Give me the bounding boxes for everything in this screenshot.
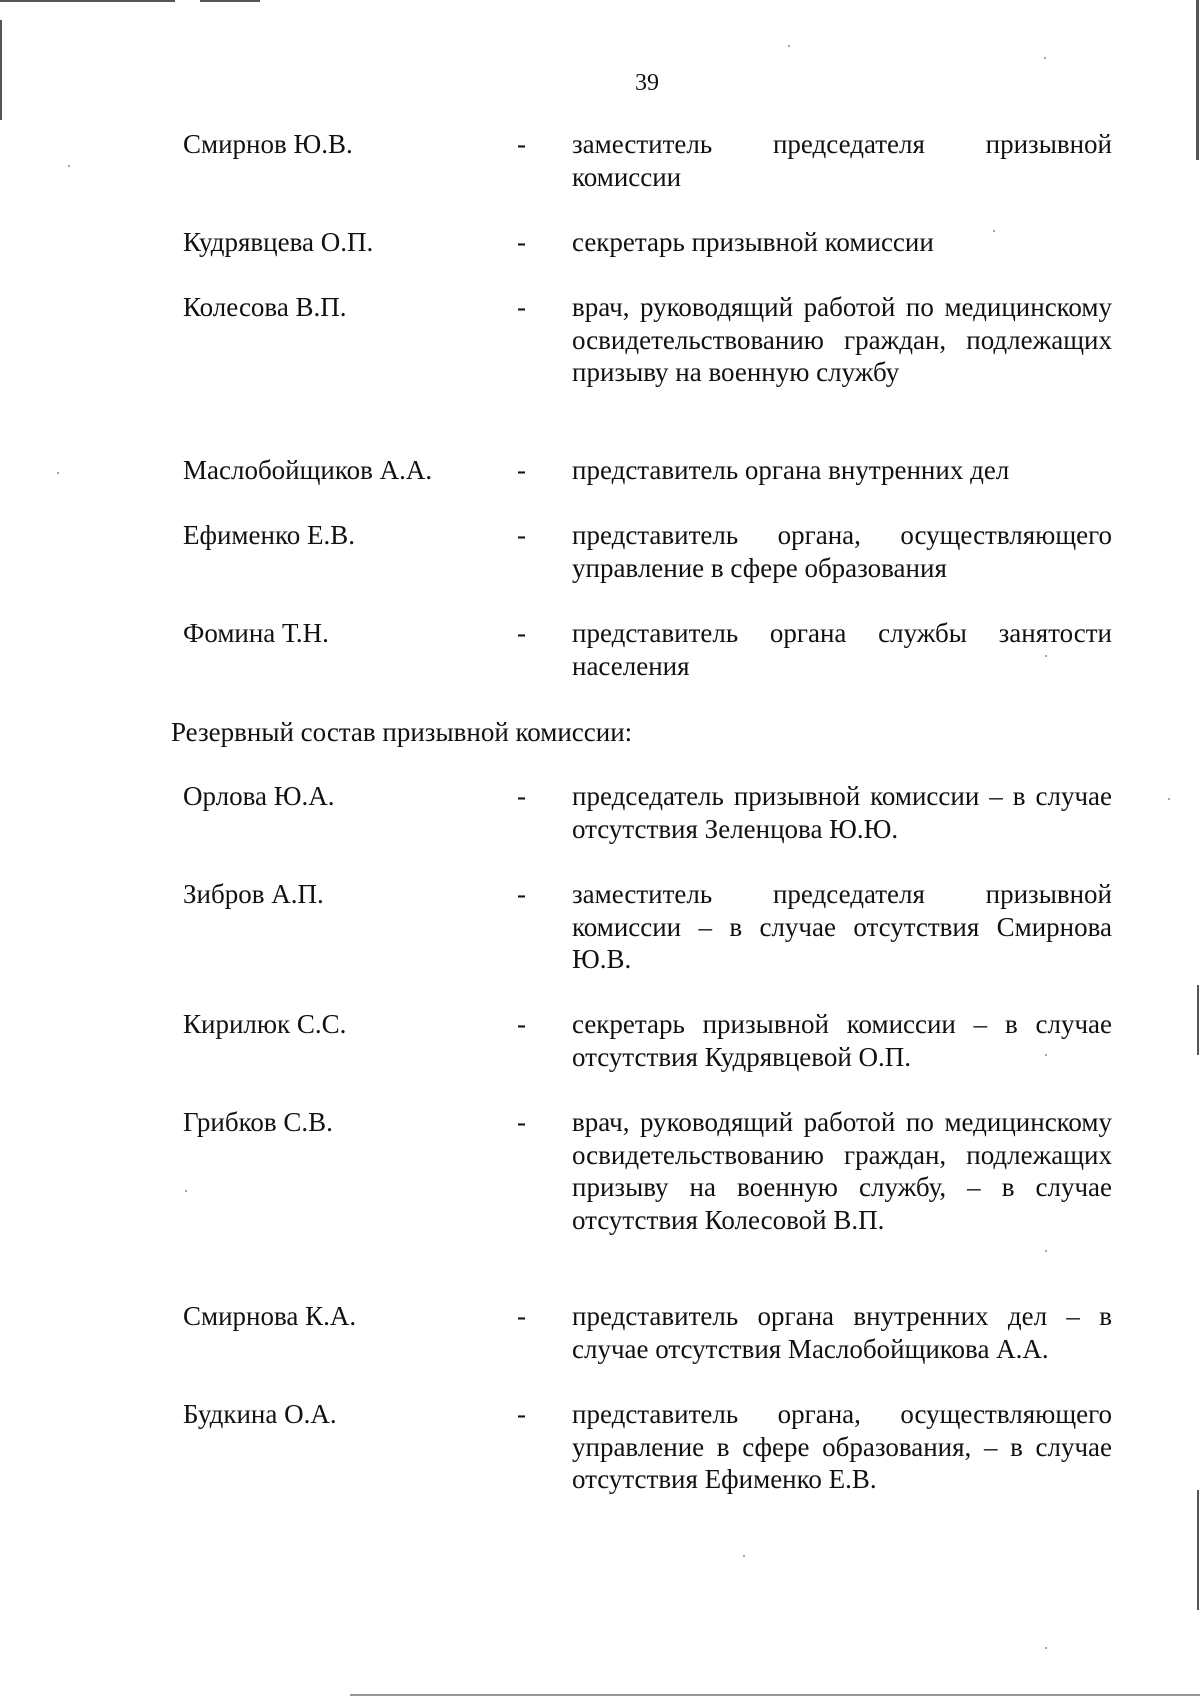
member-role: заместитель председателя призывной комиссии bbox=[572, 129, 1112, 192]
member-dash: - bbox=[517, 129, 526, 159]
member-role: секретарь призывной комиссии bbox=[572, 227, 934, 257]
member-role: представитель органа внутренних дел – в случае отсутствия Маслобойщикова А.А. bbox=[572, 1301, 1112, 1364]
scan-speck bbox=[68, 165, 70, 167]
scan-speck bbox=[1045, 1250, 1047, 1252]
scan-speck bbox=[743, 1555, 745, 1557]
member-role: представитель органа службы занятости населения bbox=[572, 618, 1112, 681]
member-role: представитель органа, осуществляющего управление в сфере образования, – в случае отсутствия Ефименко Е.В. bbox=[572, 1399, 1112, 1494]
member-name: Кудрявцева О.П. bbox=[183, 227, 374, 257]
member-dash: - bbox=[517, 1009, 526, 1039]
member-role: председатель призывной комиссии – в случае отсутствия Зеленцова Ю.Ю. bbox=[572, 781, 1112, 844]
member-role: представитель органа, осуществляющего управление в сфере образования bbox=[572, 520, 1112, 583]
member-dash: - bbox=[517, 781, 526, 811]
scan-speck bbox=[1168, 798, 1170, 800]
member-name: Будкина О.А. bbox=[183, 1399, 337, 1429]
member-name: Смирнов Ю.В. bbox=[183, 129, 353, 159]
scan-speck bbox=[1045, 1647, 1047, 1649]
member-name: Зибров А.П. bbox=[183, 879, 324, 909]
member-role: секретарь призывной комиссии – в случае отсутствия Кудрявцевой О.П. bbox=[572, 1009, 1112, 1072]
page-number: 39 bbox=[635, 70, 659, 96]
member-name: Фомина Т.Н. bbox=[183, 618, 329, 648]
scan-edge-left bbox=[0, 20, 2, 120]
member-dash: - bbox=[517, 879, 526, 909]
member-role: врач, руководящий работой по медицинскому освидетельствованию граждан, подлежащих призыву на военную службу bbox=[572, 292, 1112, 387]
scan-edge-top-short bbox=[200, 0, 260, 2]
member-dash: - bbox=[517, 1399, 526, 1429]
reserve-heading: Резервный состав призывной комиссии: bbox=[171, 717, 633, 747]
member-name: Маслобойщиков А.А. bbox=[183, 455, 433, 485]
member-dash: - bbox=[517, 455, 526, 485]
member-dash: - bbox=[517, 1301, 526, 1331]
member-role: заместитель председателя призывной комиссии – в случае отсутствия Смирнова Ю.В. bbox=[572, 879, 1112, 974]
scan-speck bbox=[185, 1190, 187, 1192]
member-name: Грибков С.В. bbox=[183, 1107, 333, 1137]
scan-edge-right-mid bbox=[1197, 985, 1199, 1055]
member-name: Кирилюк С.С. bbox=[183, 1009, 347, 1039]
scan-speck bbox=[57, 472, 59, 474]
scan-edge-right bbox=[1196, 0, 1199, 160]
member-dash: - bbox=[517, 520, 526, 550]
member-dash: - bbox=[517, 1107, 526, 1137]
member-name: Ефименко Е.В. bbox=[183, 520, 355, 550]
member-role: представитель органа внутренних дел bbox=[572, 455, 1010, 485]
member-dash: - bbox=[517, 292, 526, 322]
scan-speck bbox=[1044, 57, 1046, 59]
scan-edge-top bbox=[0, 0, 175, 2]
scan-speck bbox=[788, 45, 790, 47]
member-name: Колесова В.П. bbox=[183, 292, 347, 322]
member-name: Смирнова К.А. bbox=[183, 1301, 357, 1331]
member-name: Орлова Ю.А. bbox=[183, 781, 335, 811]
scan-edge-right-low bbox=[1197, 1490, 1199, 1610]
scan-edge-bottom bbox=[350, 1694, 1200, 1696]
member-dash: - bbox=[517, 618, 526, 648]
member-role: врач, руководящий работой по медицинскому освидетельствованию граждан, подлежащих призыву на военную службу, – в случае отсутствия Колесовой В.П. bbox=[572, 1107, 1112, 1235]
member-dash: - bbox=[517, 227, 526, 257]
